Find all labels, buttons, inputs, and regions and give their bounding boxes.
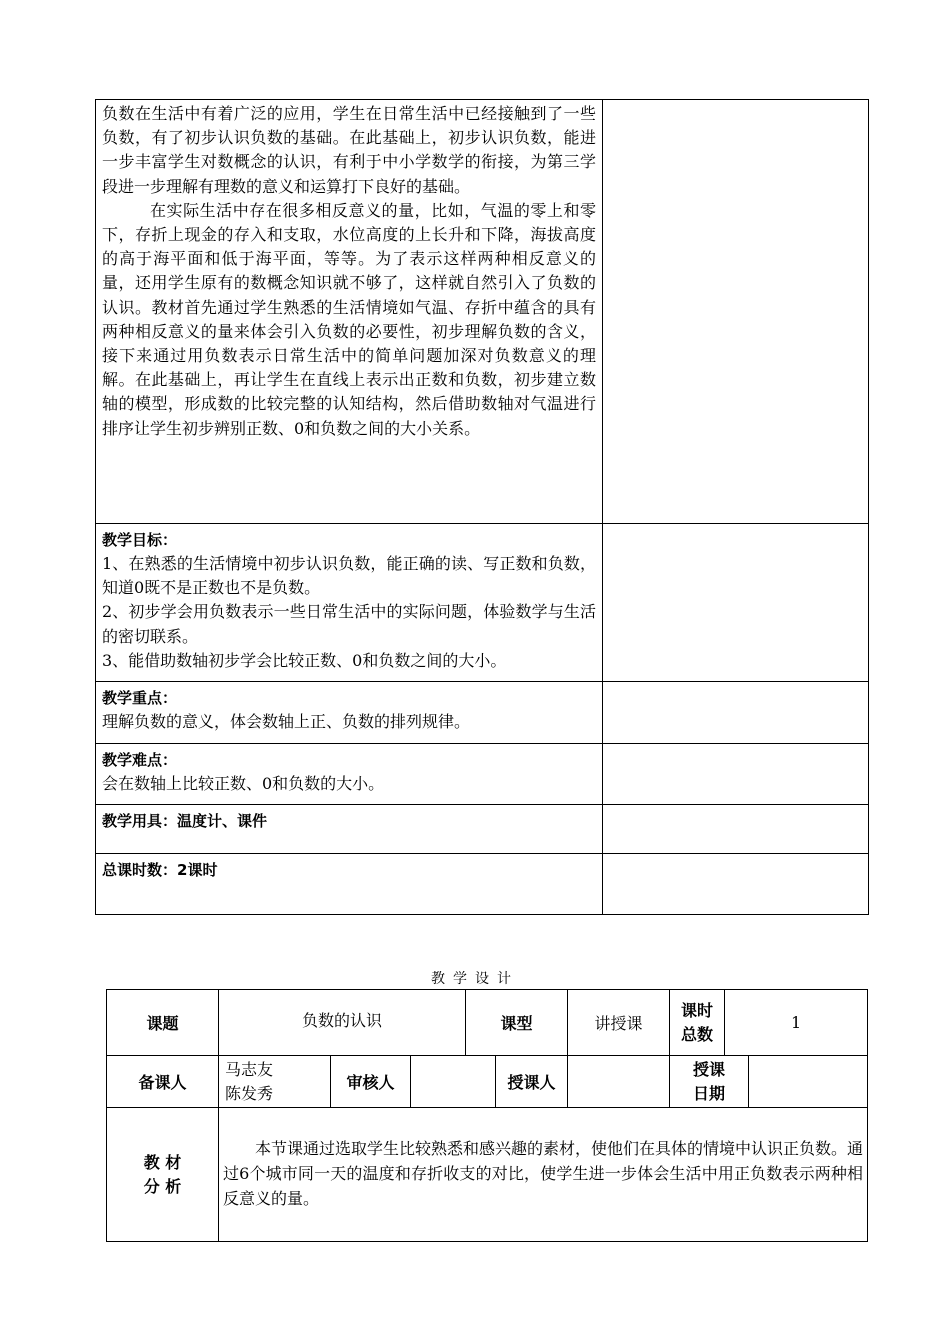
notes-cell <box>603 100 869 524</box>
objective-item-3: 3、能借助数轴初步学会比较正数、0和负数之间的大小。 <box>102 650 507 670</box>
analysis-label <box>107 1108 219 1242</box>
lesson-plan-continued-table <box>95 99 869 915</box>
notes-cell <box>603 524 869 682</box>
key-points-cell <box>96 682 603 744</box>
preparer-name-2: 陈发秀 <box>225 1083 274 1103</box>
teacher-label: 授课人 <box>496 1056 568 1108</box>
teacher-value <box>568 1056 670 1108</box>
type-label: 课型 <box>466 990 568 1056</box>
key-points-text: 理解负数的意义，体会数轴上正、负数的排列规律。 <box>102 712 471 731</box>
preparer-label: 备课人 <box>107 1056 219 1108</box>
objectives-cell <box>96 524 603 682</box>
objectives-row <box>96 524 869 682</box>
key-points-row <box>96 682 869 744</box>
difficulties-cell <box>96 744 603 805</box>
difficulties-text: 会在数轴上比较正数、0和负数的大小。 <box>102 774 385 793</box>
intro-paragraph-2: 在实际生活中存在很多相反意义的量，比如，气温的零上和零下，存折上现金的存入和支取，水位高度的上长升和下降，海拔高度的高于海平面和低于海平面，等等。为了表示这样两种相反意义的量，还用学生原有的数概念知识就不够了，这样就自然引入了负数的认识。教材首先通过学生熟悉的生活情境如气温、存折中蕴含的具有两种相反意义的量来体会引入负数的必要性，初步理解负数的含义，接下来通过用负数表示日常生活中的简单问题加深对负数意义的理解。在此基础上，再让学生在直线上表示出正数和负数，初步建立数轴的模型，形成数的比较完整的认知结构，然后借助数轴对气温进行排序让学生初步辨别正数、0和负数之间的大小关系。 <box>102 200 596 438</box>
date-value <box>749 1056 868 1108</box>
notes-cell <box>603 682 869 744</box>
preparer-value <box>219 1056 331 1108</box>
analysis-label-line-2: 分 析 <box>143 1176 182 1196</box>
total-hours-text: 总课时数：2课时 <box>102 861 218 879</box>
tools-row <box>96 805 869 854</box>
staff-row <box>107 1056 868 1108</box>
intro-paragraph-1: 负数在生活中有着广泛的应用，学生在日常生活中已经接触到了一些负数，有了初步认识负数的基础。在此基础上，初步认识负数，能进一步丰富学生对数概念的认识，有利于中小学数学的衔接，为第三学段进一步理解有理数的意义和运算打下良好的基础。 <box>102 104 596 196</box>
analysis-row <box>107 1108 868 1242</box>
hours-label <box>670 990 725 1056</box>
total-hours-row <box>96 854 869 915</box>
tools-cell <box>96 805 603 854</box>
lesson-design-table <box>106 989 868 1242</box>
hours-value: 1 <box>725 990 868 1056</box>
topic-value: 负数的认识 <box>219 990 466 1056</box>
tools-text: 教学用具：温度计、课件 <box>102 812 268 830</box>
objective-item-1: 1、在熟悉的生活情境中初步认识负数，能正确的读、写正数和负数，知道0既不是正数也不是负数。 <box>102 554 596 598</box>
reviewer-label: 审核人 <box>331 1056 411 1108</box>
analysis-label-line-1: 教 材 <box>143 1152 182 1172</box>
difficulties-label: 教学难点： <box>102 751 178 769</box>
topic-label: 课题 <box>107 990 219 1056</box>
difficulties-row <box>96 744 869 805</box>
intro-cell <box>96 100 603 524</box>
objectives-label: 教学目标： <box>102 531 178 549</box>
header-row <box>107 990 868 1056</box>
objective-item-2: 2、初步学会用负数表示一些日常生活中的实际问题，体验数学与生活的密切联系。 <box>102 602 596 646</box>
notes-cell <box>603 744 869 805</box>
type-value: 讲授课 <box>568 990 670 1056</box>
date-label-line-2: 日期 <box>693 1083 726 1103</box>
date-label-line-1: 授课 <box>693 1059 726 1079</box>
preparer-name-1: 马志友 <box>225 1059 274 1079</box>
notes-cell <box>603 854 869 915</box>
analysis-text: 本节课通过选取学生比较熟悉和感兴趣的素材，使他们在具体的情境中认识正负数。通过6个城市同一天的温度和存折收支的对比，使学生进一步体会生活中用正负数表示两种相反意义的量。 <box>223 1139 864 1208</box>
date-label <box>670 1056 749 1108</box>
document-caption: 教学设计 <box>431 971 519 987</box>
hours-label-line-2: 总数 <box>681 1024 714 1044</box>
key-points-label: 教学重点： <box>102 689 178 707</box>
intro-row <box>96 100 869 524</box>
reviewer-value <box>411 1056 496 1108</box>
analysis-cell <box>219 1108 868 1242</box>
total-hours-cell <box>96 854 603 915</box>
notes-cell <box>603 805 869 854</box>
hours-label-line-1: 课时 <box>681 1000 714 1020</box>
